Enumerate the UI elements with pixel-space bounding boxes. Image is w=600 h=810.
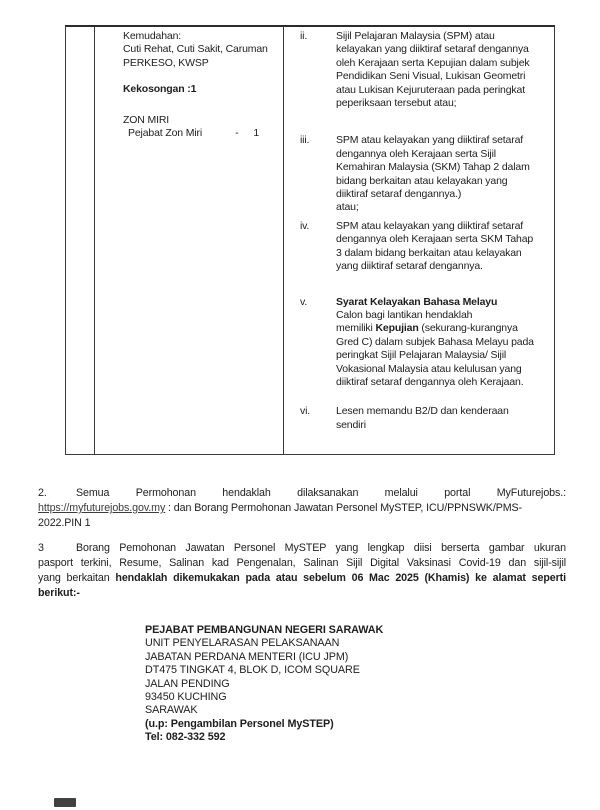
scan-artifact [54, 798, 76, 807]
zone-office-dash: - [235, 127, 239, 140]
item-line: dengannya oleh Kerajaan serta SKM Tahap [336, 233, 534, 246]
paragraph-2 [38, 486, 566, 531]
facility-vacancy-cell [95, 30, 282, 140]
item-line: peringkat Sijil Pelajaran Malaysia/ Sijil [336, 349, 507, 362]
requirement-item-ii [284, 30, 553, 110]
paragraph-2-line-2-rest: : dan Borang Permohonan Jawatan Personel MySTEP, ICU/PPNSWK/PMS- [165, 502, 523, 514]
paragraph-2-line-1 [38, 486, 566, 501]
zone-office-label: Pejabat Zon Miri [128, 127, 203, 140]
address-unit: UNIT PENYELARASAN PELAKSANAAN [145, 637, 340, 650]
item-line: SPM atau kelayakan yang diiktiraf setaraf [336, 219, 524, 232]
myfuturejobs-link[interactable]: https://myfuturejobs.gov.my [38, 502, 166, 514]
item-body [336, 405, 552, 432]
paragraph-3-line-1 [38, 541, 566, 556]
item-line: atau Lukisan Kejuruteraan pada peringkat [336, 83, 525, 96]
requirement-item-iii [284, 134, 553, 214]
item-line: yang diiktiraf setaraf dengannya. [336, 260, 483, 273]
spacer [123, 70, 282, 83]
address-attention-line: (u.p: Pengambilan Personel MySTEP) [145, 717, 334, 730]
item-line: Kemahiran Malaysia (SKM) Tahap 2 dalam [336, 161, 530, 174]
requirements-cell [284, 30, 553, 432]
address-postcode-city: 93450 KUCHING [145, 691, 227, 704]
item-line: sendiri [336, 418, 366, 431]
paragraph-2-line-2 [38, 501, 566, 516]
paragraph-3-line-2: pasport terkini, Resume, Salinan kad Pengenalan, Salinan Sijil Digital Vaksinasi Covid-19 dan sijil-sijil [38, 557, 566, 569]
qualifications-table [65, 25, 555, 455]
item-line: oleh Kerajaan serta Kepujian dalam subjek [336, 56, 530, 69]
bm-requirement-heading: Syarat Kelayakan Bahasa Melayu [336, 295, 498, 308]
item-numeral: vi. [300, 405, 311, 418]
item-line: Vokasional Malaysia atau kelulusan yang [336, 362, 522, 375]
zone-office-row [128, 127, 282, 140]
item-line: peperiksaan tersebut atau; [336, 97, 457, 110]
zone-office-count: 1 [253, 127, 260, 140]
paragraph-3-number: 3 [38, 542, 44, 554]
item-line: Lesen memandu B2/D dan kenderaan [336, 405, 509, 418]
paragraph-3-line-3-normal: yang berkaitan [38, 572, 116, 584]
zone-name: ZON MIRI [123, 113, 170, 126]
item-line: 3 dalam bidang berkaitan atau kelayakan [336, 246, 522, 259]
paragraph-2-number: 2. [38, 487, 47, 499]
item-line: diiktiraf setaraf dengannya oleh Kerajaan. [336, 375, 524, 388]
item-line: SPM atau kelayakan yang diiktiraf setaraf [336, 134, 524, 147]
paragraph-2-line-3: 2022.PIN 1 [38, 517, 91, 529]
address-block [145, 624, 383, 745]
vacancy-count-label: Kekosongan :1 [123, 83, 197, 96]
paragraph-3-line-4: berikut:- [38, 587, 80, 599]
address-telephone: Tel: 082-332 592 [145, 731, 226, 744]
item-line: Sijil Pelajaran Malaysia (SPM) atau [336, 30, 495, 42]
item-line-part: (sekurang-kurangnya [418, 322, 518, 335]
paragraph-2-text: Semua Permohonan hendaklah dilaksanakan melalui portal MyFuturejobs.: [76, 487, 566, 499]
address-office-name: PEJABAT PEMBANGUNAN NEGERI SARAWAK [145, 624, 384, 636]
item-line [336, 322, 552, 335]
paragraph-3 [38, 541, 566, 601]
item-line: Calon bagi lantikan hendaklah [336, 308, 473, 321]
item-numeral: iv. [300, 219, 310, 232]
address-street: JALAN PENDING [145, 677, 230, 690]
facility-line: PERKESO, KWSP [123, 56, 209, 69]
kepujian-bold-word: Kepujian [375, 322, 419, 335]
requirement-item-vi [284, 405, 553, 432]
item-body [336, 134, 552, 214]
paragraph-3-text: Borang Pemohonan Jawatan Personel MySTEP yang lengkap diisi berserta gambar ukuran [76, 542, 566, 554]
item-body [336, 220, 552, 274]
spacer [123, 97, 282, 114]
item-line: bidang berkaitan atau kelayakan yang [336, 174, 508, 187]
item-numeral: iii. [300, 134, 310, 147]
item-line: Pendidikan Seni Visual, Lukisan Geometri [336, 70, 526, 83]
item-line: kelayakan yang diiktiraf setaraf dengannya [336, 43, 529, 56]
item-line: Gred C) dalam subjek Bahasa Melayu pada [336, 335, 534, 348]
item-line: diiktiraf setaraf dengannya.) [336, 188, 462, 201]
item-line-part: memiliki [336, 322, 376, 335]
facility-line: Cuti Rehat, Cuti Sakit, Caruman [123, 43, 268, 56]
submission-deadline-bold: hendaklah dikemukakan pada atau sebelum 06 Mac 2025 (Khamis) ke alamat seperti [115, 572, 566, 584]
requirement-item-iv [284, 220, 553, 274]
item-line: atau; [336, 201, 359, 214]
item-numeral: ii. [300, 30, 308, 42]
paragraph-3-line-3 [38, 571, 566, 586]
requirement-item-v [284, 296, 553, 390]
facility-label: Kemudahan: [123, 30, 182, 42]
address-building: DT475 TINGKAT 4, BLOK D, ICOM SQUARE [145, 664, 360, 677]
item-line: dengannya oleh Kerajaan serta Sijil [336, 147, 496, 160]
address-department: JABATAN PERDANA MENTERI (ICU JPM) [145, 650, 349, 663]
address-state: SARAWAK [145, 704, 198, 717]
item-body [336, 30, 552, 110]
item-numeral: v. [300, 295, 308, 308]
item-body [336, 296, 552, 390]
